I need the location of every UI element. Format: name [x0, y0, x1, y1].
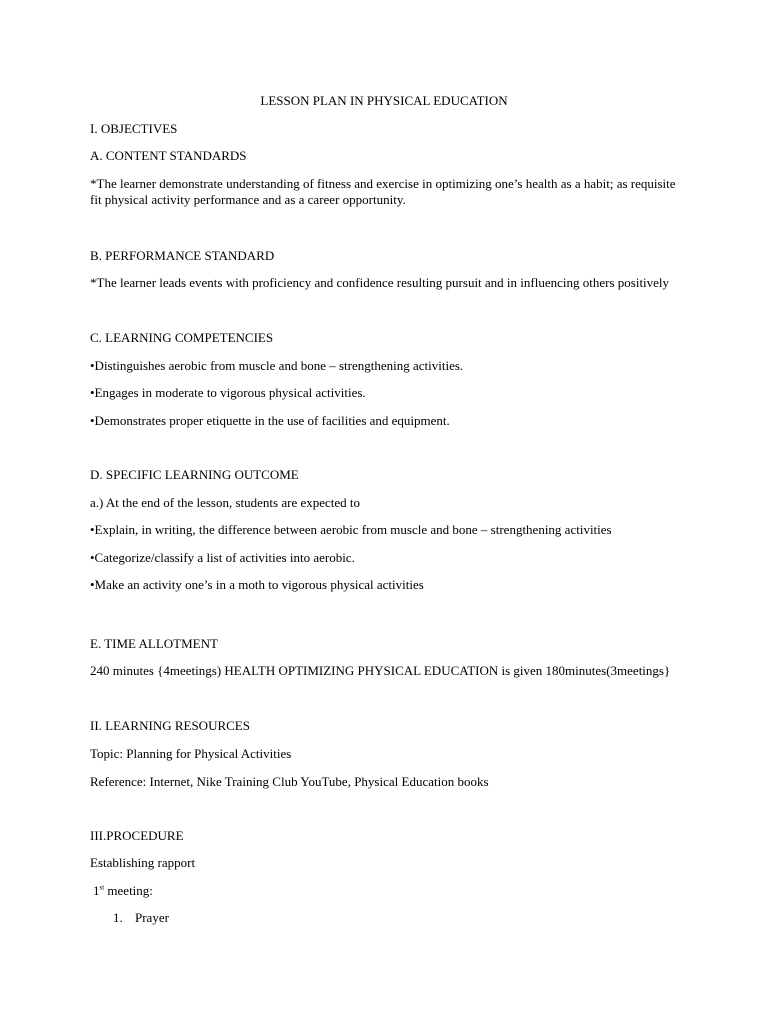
step-text: Prayer [135, 910, 169, 925]
content-standards-text: *The learner demonstrate understanding of fitness and exercise in optimizing one’s health as a habit; as requisite fit physical activity performance and as a career opportunity. [90, 176, 676, 207]
resources-reference: Reference: Internet, Nike Training Club YouTube, Physical Education books [90, 774, 489, 789]
competency-item: •Demonstrates proper etiquette in the use of facilities and equipment. [90, 413, 450, 428]
meeting-label [93, 883, 678, 899]
objectives-heading: I. OBJECTIVES [90, 121, 178, 136]
specific-outcome-heading: D. SPECIFIC LEARNING OUTCOME [90, 467, 299, 482]
document-title: LESSON PLAN IN PHYSICAL EDUCATION [260, 93, 508, 108]
meeting-text: meeting: [104, 883, 153, 898]
content-standards-heading: A. CONTENT STANDARDS [90, 148, 247, 163]
procedure-heading: III.PROCEDURE [90, 828, 184, 843]
performance-standard-heading: B. PERFORMANCE STANDARD [90, 248, 275, 263]
step-number: 1. [113, 910, 123, 925]
learning-resources-heading: II. LEARNING RESOURCES [90, 718, 250, 733]
procedure-step [113, 910, 678, 926]
outcome-item: •Categorize/classify a list of activities into aerobic. [90, 550, 355, 565]
learning-competencies-heading: C. LEARNING COMPETENCIES [90, 330, 274, 345]
time-allotment-heading: E. TIME ALLOTMENT [90, 636, 218, 651]
outcome-item: •Explain, in writing, the difference between aerobic from muscle and bone – strengthening activities [90, 522, 612, 537]
outcome-item: •Make an activity one’s in a moth to vigorous physical activities [90, 577, 424, 592]
specific-outcome-intro: a.) At the end of the lesson, students are expected to [90, 495, 361, 510]
meeting-suffix: st [99, 883, 105, 892]
time-allotment-text: 240 minutes {4meetings) HEALTH OPTIMIZING PHYSICAL EDUCATION is given 180minutes(3meetings} [90, 663, 671, 678]
resources-topic: Topic: Planning for Physical Activities [90, 746, 292, 761]
competency-item: •Distinguishes aerobic from muscle and bone – strengthening activities. [90, 358, 464, 373]
competency-item: •Engages in moderate to vigorous physical activities. [90, 385, 366, 400]
procedure-subheading: Establishing rapport [90, 855, 196, 870]
meeting-number: 1 [93, 883, 100, 898]
performance-standard-text: *The learner leads events with proficiency and confidence resulting pursuit and in influencing others positively [90, 275, 670, 290]
